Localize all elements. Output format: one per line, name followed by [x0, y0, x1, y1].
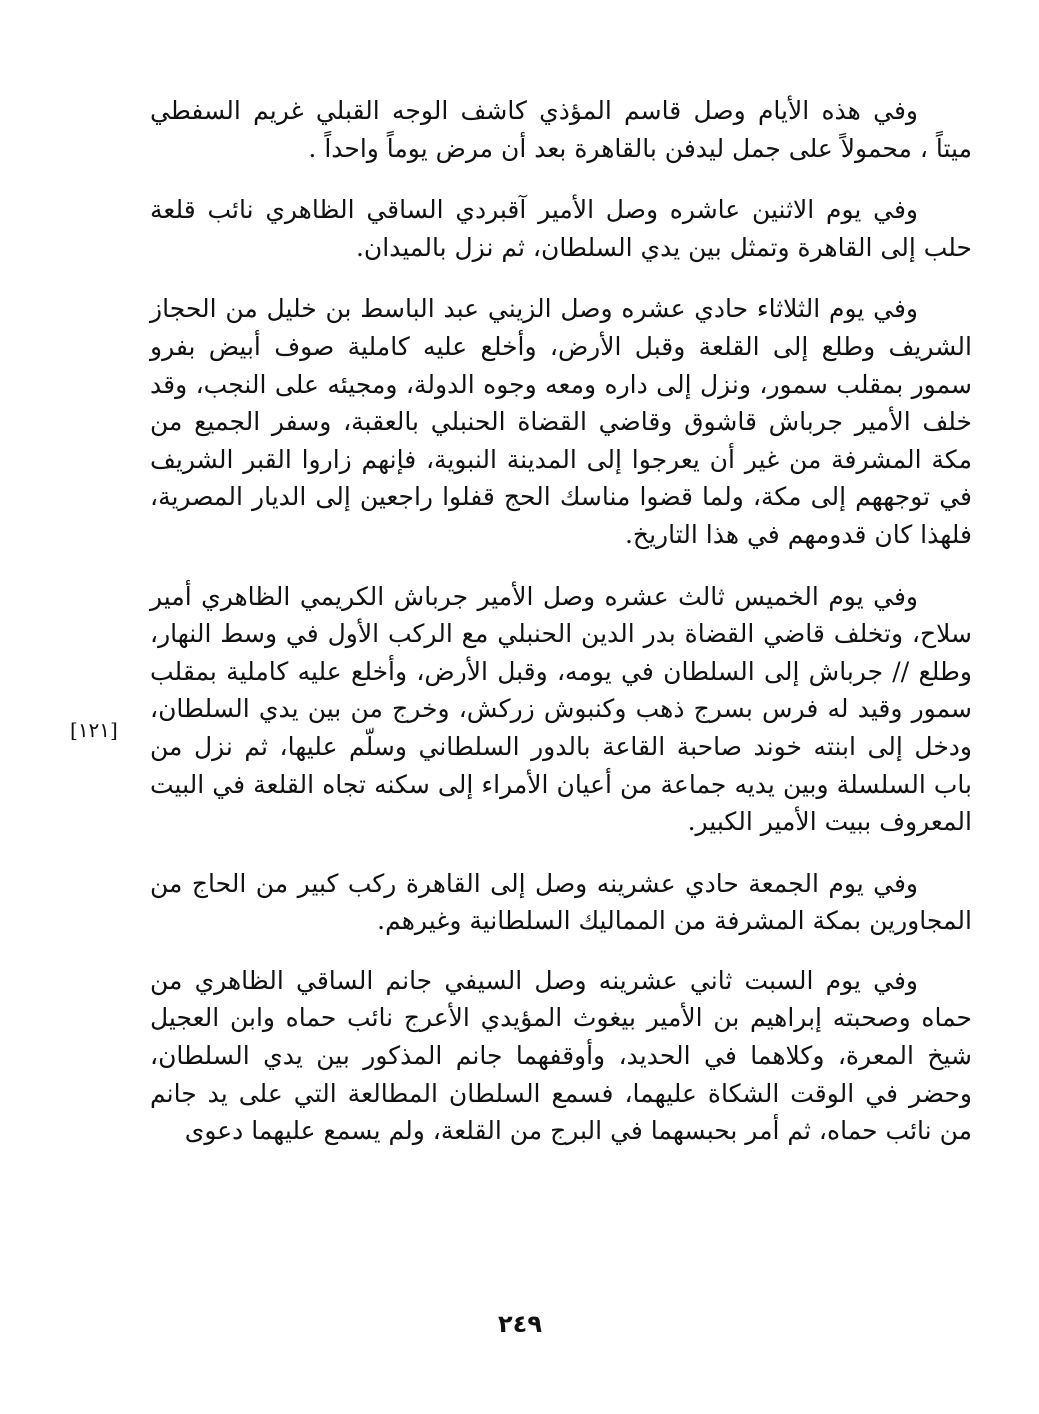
folio-marker: [١٢١] [70, 718, 118, 742]
page-number: ٢٤٩ [498, 1310, 542, 1338]
paragraph-2: وفي يوم الاثنين عاشره وصل الأمير آقبردي الساقي الظاهري نائب قلعة حلب إلى القاهرة وتمثل بين يدي السلطان، ثم نزل بالميدان. [150, 195, 972, 262]
paragraph-5: وفي يوم الجمعة حادي عشرينه وصل إلى القاهرة ركب كبير من الحاج من المجاورين بمكة المشرفة من المماليك السلطانية وغيرهم. [150, 868, 972, 936]
paragraph-1: وفي هذه الأيام وصل قاسم المؤذي كاشف الوجه القبلي غريم السفطي ميتاً ، محمولاً على جمل ليدفن بالقاهرة بعد أن مرض يوماً واحداً . [150, 96, 972, 163]
paragraph-6: وفي يوم السبت ثاني عشرينه وصل السيفي جانم الساقي الظاهري من حماه وصحبته إبراهيم بن الأمير بيغوث المؤيدي الأعرج نائب حماه وابن العجيل شيخ المعرة، وكلاهما في الحديد، وأوقفهما جانم المذكور بين يدي السلطان، وحضر في الوقت الشكاة عليهما، فسمع السلطان المطالعة التي على يد جانم من نائب حماه، ثم أمر بحبسهما في البرج من القلعة، ولم يسمع عليهما دعوى [150, 965, 972, 1146]
paragraph-4: وفي يوم الخميس ثالث عشره وصل الأمير جرباش الكريمي الظاهري أمير سلاح، وتخلف قاضي القضاة بدر الدين الحنبلي مع الركب الأول في وسط النهار، وطلع // جرباش إلى السلطان في يومه، وقبل الأرض، وأخلع عليه كاملية بمقلب سمور وقيد له فرس بسرج ذهب وكنبوش زركش، وخرج من بين يدي السلطان، ودخل إلى ابنته خوند صاحبة القاعة بالدور السلطاني وسلّم عليها، ثم نزل من باب السلسلة وبين يديه جماعة من أعيان الأمراء إلى سكنه تجاه القلعة في البيت المعروف ببيت الأمير الكبير. [150, 581, 972, 837]
body-text [150, 92, 972, 1174]
paragraph-3: وفي يوم الثلاثاء حادي عشره وصل الزيني عبد الباسط بن خليل من الحجاز الشريف وطلع إلى القلعة وقبل الأرض، وأخلع عليه كاملية صوف أبيض بفرو سمور بمقلب سمور، ونزل إلى داره ومعه وجوه الدولة، ومجيئه على النجب، وقد خلف الأمير جرباش قاشوق وقاضي القضاة الحنبلي بالعقبة، وسفر الجميع من مكة المشرفة من غير أن يعرجوا إلى المدينة النبوية، فإنهم زاروا القبر الشريف في توجههم إلى مكة، ولما قضوا مناسك الحج قفلوا راجعين إلى الديار المصرية، فلهذا كان قدومهم في هذا التاريخ. [150, 294, 972, 549]
